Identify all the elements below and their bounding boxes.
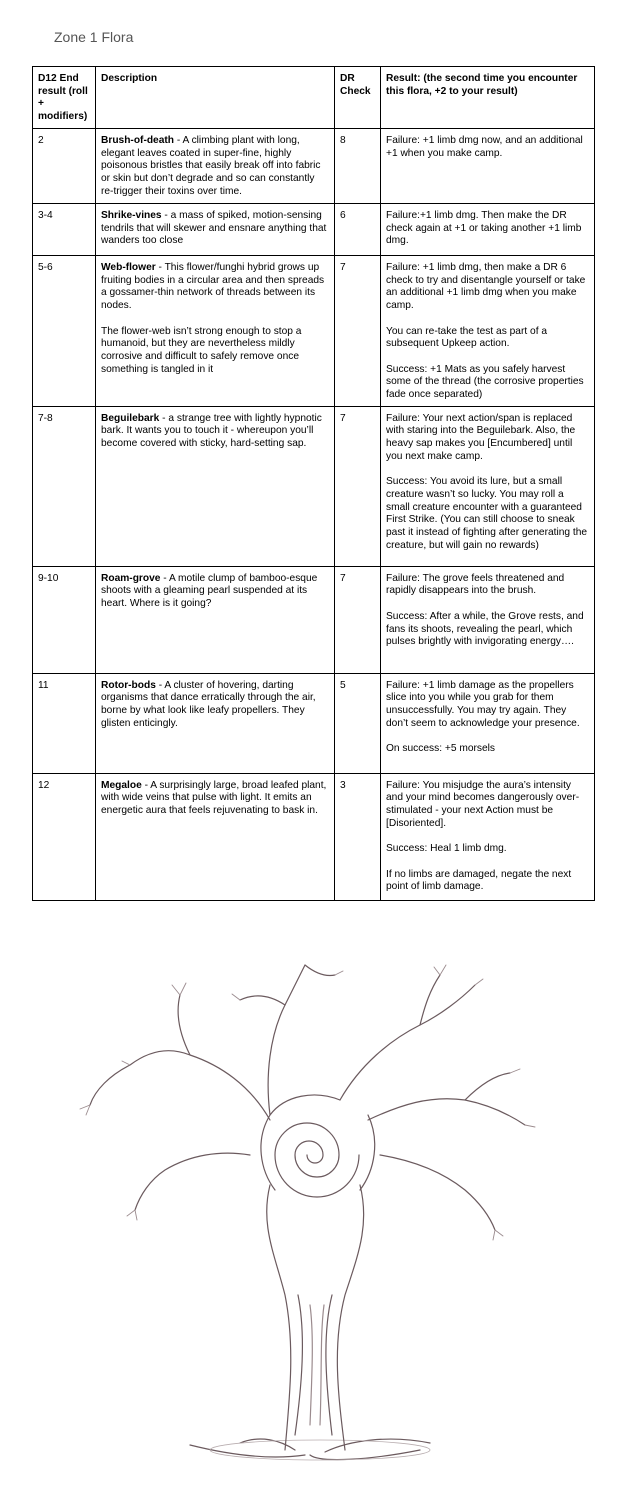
table-body [33, 129, 595, 901]
table-row [33, 256, 595, 407]
description-text: - a strange tree with lightly hypnotic bark. It wants you to touch it - whereupon you’ll become covered with sticky, hard-setting sap. [101, 412, 322, 450]
table-row [33, 566, 595, 673]
header-description: Description [96, 67, 335, 129]
dr-check-cell: 7 [335, 566, 381, 673]
table-row [33, 773, 595, 900]
result-paragraph: Failure: +1 limb dmg, then make a DR 6 check to try and disentangle yourself or take an additional +1 limb dmg when you make camp. [386, 262, 586, 312]
description-paragraph [101, 210, 329, 248]
roll-cell: 9-10 [33, 566, 96, 673]
flora-name: Rotor-bods [101, 679, 156, 691]
result-paragraph: Failure:+1 limb dmg. Then make the DR check again at +1 or taking another +1 limb dmg. [386, 210, 582, 247]
flora-name: Shrike-vines [101, 210, 162, 221]
description-cell [96, 256, 335, 407]
result-paragraph: Failure: +1 limb damage as the propellers slice into you while you grab for them unsuccessfully. You may try again. They don’t seem to acknowledge your presence. [386, 679, 580, 729]
roll-cell: 12 [33, 773, 96, 900]
page-title: Zone 1 Flora [54, 29, 134, 45]
result-cell [381, 773, 595, 900]
result-cell [381, 256, 595, 407]
roll-cell: 2 [33, 129, 96, 204]
result-cell [381, 406, 595, 566]
result-cell [381, 673, 595, 773]
description-text: - This flower/funghi hybrid grows up fruiting bodies in a circular area and then spreads a gossamer-thin network of threads between its nodes. [101, 262, 325, 312]
description-paragraph [101, 262, 329, 313]
roll-cell: 5-6 [33, 256, 96, 407]
description-cell [96, 129, 335, 204]
flora-name: Megaloe [101, 779, 142, 791]
header-roll: D12 End result (roll + modifiers) [33, 67, 96, 129]
description-cell [96, 406, 335, 566]
dr-check-cell: 5 [335, 673, 381, 773]
roll-cell: 3-4 [33, 204, 96, 256]
description-text: - a mass of spiked, motion-sensing tendrils that will skewer and ensnare anything that wanders too close [101, 210, 327, 247]
result-paragraph: Success: After a while, the Grove rests, and fans its shoots, revealing the pearl, which pulses brightly with invigorating energy…. [386, 610, 584, 648]
description-paragraph [101, 780, 329, 818]
description-text: - A climbing plant with long, elegant leaves coated in super-fine, highly poisonous bristles that easily break off into fabric or skin but don’t degrade and so can constantly re-trigger their toxins over time. [101, 135, 321, 197]
description-cell [96, 773, 335, 900]
flora-name: Beguilebark [101, 412, 160, 424]
result-cell [381, 566, 595, 673]
table-row [33, 406, 595, 566]
flora-table [32, 66, 595, 901]
result-cell [381, 129, 595, 204]
result-paragraph: On success: +5 morsels [386, 743, 495, 755]
description-paragraph [101, 680, 329, 731]
dr-check-cell: 7 [335, 256, 381, 407]
dr-check-cell: 6 [335, 204, 381, 256]
header-result: Result: (the second time you encounter this flora, +2 to your result) [381, 67, 595, 129]
result-paragraph: Success: You avoid its lure, but a small creature wasn’t so lucky. You may roll a small creature encounter with a guaranteed First Strike. (You can still choose to sneak past it instead of fighting after generating the creature, but will gain no rewards) [386, 476, 588, 551]
description-cell [96, 673, 335, 773]
flora-name: Web-flower [101, 262, 156, 273]
table-header-row [33, 67, 595, 129]
result-paragraph: Failure: +1 limb dmg now, and an additional +1 when you make camp. [386, 135, 583, 159]
table-row [33, 129, 595, 204]
result-paragraph: Failure: You misjudge the aura’s intensity and your mind becomes dangerously over-stimulated - your next Action must be [Disoriented]. [386, 779, 580, 829]
header-dr-check: DR Check [335, 67, 381, 129]
table-row [33, 204, 595, 256]
result-cell [381, 204, 595, 256]
flora-name: Roam-grove [101, 572, 161, 584]
result-paragraph: You can re-take the test as part of a subsequent Upkeep action. [386, 325, 548, 350]
dr-check-cell: 7 [335, 406, 381, 566]
description-paragraph: The flower-web isn’t strong enough to stop a humanoid, but they are nevertheless mildly corrosive and difficult to safely remove once something is tangled in it [101, 325, 302, 375]
description-paragraph [101, 135, 329, 199]
result-paragraph: If no limbs are damaged, negate the next point of limb damage. [386, 868, 572, 893]
description-paragraph [101, 413, 329, 451]
roll-cell: 11 [33, 673, 96, 773]
table-row [33, 673, 595, 773]
result-paragraph: Success: Heal 1 limb dmg. [386, 843, 507, 855]
result-paragraph: Success: +1 Mats as you safely harvest some of the thread (the corrosive properties fade once separated) [386, 363, 584, 400]
description-text: - A cluster of hovering, darting organisms that dance erratically through the air, borne by what look like leafy propellers. They glisten enticingly. [101, 679, 316, 729]
dr-check-cell: 8 [335, 129, 381, 204]
description-cell [96, 204, 335, 256]
flora-name: Brush-of-death [101, 135, 175, 146]
result-paragraph: Failure: The grove feels threatened and rapidly disappears into the brush. [386, 572, 565, 597]
description-text: - A surprisingly large, broad leafed plant, with wide veins that pulse with light. It emits an energetic aura that feels rejuvenating to bask in. [101, 779, 327, 817]
description-paragraph [101, 573, 329, 611]
tree-illustration [70, 955, 570, 1475]
dr-check-cell: 3 [335, 773, 381, 900]
result-paragraph: Failure: Your next action/span is replaced with staring into the Beguilebark. Also, the heavy sap makes you [Encumbered] until you next make camp. [386, 412, 576, 462]
roll-cell: 7-8 [33, 406, 96, 566]
description-text: - A motile clump of bamboo-esque shoots with a gleaming pearl suspended at its heart. Where is it going? [101, 572, 318, 610]
description-cell [96, 566, 335, 673]
